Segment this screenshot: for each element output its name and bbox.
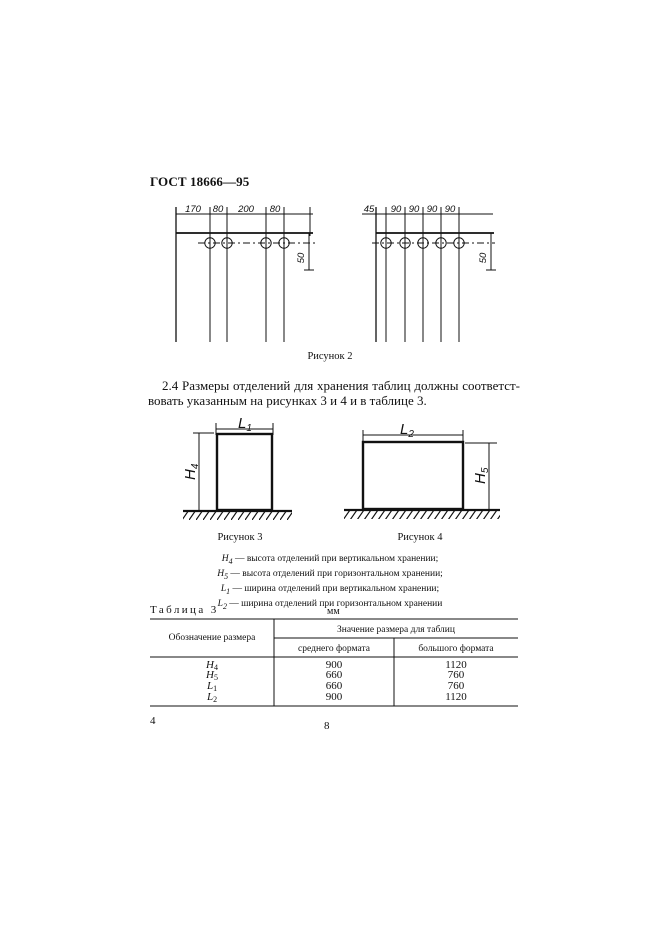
table-caption: Таблица 3	[150, 604, 219, 616]
fig2-height-right: 50	[478, 252, 489, 264]
table-cell-large: 760	[447, 680, 465, 692]
fig2-dim-4: 80	[269, 204, 281, 215]
legend-line: $H_5$ — высота отделений при горизонтальном хранении;	[217, 568, 443, 581]
figure-2-caption: Рисунок 2	[307, 351, 353, 362]
fig2-dim-3: 200	[238, 204, 254, 215]
table-row-symbol: H5	[206, 669, 218, 682]
legend-line: $L_1$ — ширина отделений при вертикальном хранении;	[220, 583, 440, 596]
table-cell-medium: 900	[325, 659, 343, 671]
table-row-symbol: L2	[206, 691, 218, 704]
fig2-height-left: 50	[296, 252, 307, 264]
table-cell-large: 1120	[445, 691, 467, 703]
fig2-dim-8: 90	[426, 204, 438, 215]
figure-3-caption: Рисунок 3	[217, 532, 263, 543]
page-number-center: 8	[324, 720, 330, 732]
table-row-symbol: L1	[206, 680, 218, 693]
fig4-width-label: $L_2$	[400, 421, 414, 440]
fig2-dim-7: 90	[408, 204, 420, 215]
document-code: ГОСТ 18666—95	[150, 174, 250, 189]
table-row-symbol: H4	[206, 659, 218, 672]
fig2-dim-9: 90	[444, 204, 456, 215]
fig4-height-label: $H_5$	[472, 467, 491, 484]
fig3-width-label: $L_1$	[238, 415, 252, 434]
table-cell-medium: 660	[325, 669, 343, 681]
table-unit: мм	[327, 606, 340, 617]
fig2-dim-6: 90	[390, 204, 402, 215]
table-cell-medium: 900	[325, 691, 343, 703]
fig3-height-label: $H_4$	[182, 463, 201, 480]
col-header-designation: Обозначение размера	[168, 633, 256, 643]
clause-line-2: вовать указанным на рисунках 3 и 4 и в таблице 3.	[148, 393, 427, 408]
fig2-dim-2: 80	[212, 204, 224, 215]
table-cell-large: 1120	[445, 659, 467, 671]
legend-line: $L_2$ — ширина отделений при горизонтальном хранении	[217, 598, 443, 611]
col-header-medium: среднего формата	[298, 644, 370, 654]
clause-line-1: 2.4 Размеры отделений для хранения таблиц должны соответст-	[162, 378, 520, 393]
table-cell-large: 760	[447, 669, 465, 681]
table-cell-medium: 660	[325, 680, 343, 692]
page-number-left: 4	[150, 715, 156, 727]
fig2-dim-1: 170	[185, 204, 201, 215]
legend-line: $H_4$ — высота отделений при вертикальном хранении;	[221, 554, 439, 566]
col-group-header: Значение размера для таблиц	[337, 625, 455, 635]
figure-4-caption: Рисунок 4	[397, 532, 443, 543]
col-header-large: большого формата	[418, 644, 494, 654]
fig2-dim-5: 45	[363, 204, 375, 215]
